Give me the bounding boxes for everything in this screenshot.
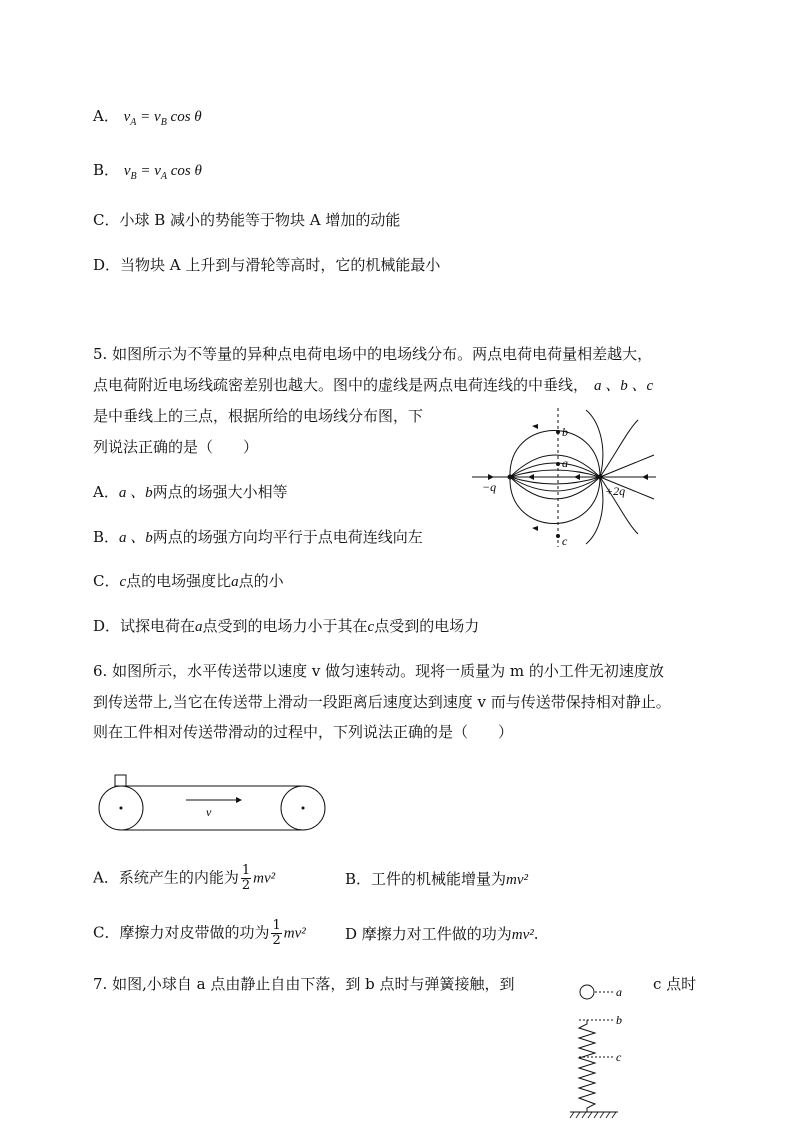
workpiece-block (115, 775, 126, 786)
q5-option-b: B．a 、b两点的场强方向均平行于点电荷连线向左 (93, 528, 423, 546)
label-b: b (616, 1013, 622, 1027)
q6-stem-line2: 到传送带上,当它在传送带上滑动一段距离后速度达到速度 v 而与传送带保持相对静止。 (93, 693, 671, 711)
negative-charge-dot (508, 475, 513, 480)
q5-stem-line3: 是中垂线上的三点，根据所给的电场线分布图，下 (93, 407, 424, 425)
fraction-half: $\frac{1}{2}$ (272, 918, 281, 948)
label-negative-charge: −q (482, 480, 497, 494)
label-c: c (616, 1050, 622, 1064)
q5-stem-line2: 点电荷附近电场线疏密差别也越大。图中的虚线是两点电荷连线的中垂线， a 、b 、c (93, 376, 654, 394)
option-label: A． (93, 107, 119, 125)
ball (580, 985, 594, 999)
q7-stem-line1-end: c 点时 (653, 975, 697, 993)
option-label: B． (93, 161, 120, 179)
q6-stem-line3: 则在工件相对传送带滑动的过程中，下列说法正确的是（ ） (93, 723, 514, 741)
label-a: a (616, 985, 622, 999)
q4-option-a (93, 106, 202, 133)
spring-ball-diagram (566, 980, 636, 1122)
q5-option-c: C．c点的电场强度比a点的小 (93, 572, 284, 590)
label-a: a (562, 456, 568, 470)
conveyor-belt-diagram (98, 772, 328, 834)
q6-option-d: D 摩擦力对工件做的功为mv². (345, 925, 539, 943)
label-b: b (562, 425, 568, 439)
q7-stem-line1: 7. 如图,小球自 a 点由静止自由下落，到 b 点时与弹簧接触，到 (93, 975, 515, 993)
q6-stem-line1: 6. 如图所示，水平传送带以速度 v 做匀速转动。现将一质量为 m 的小工件无初速度放 (93, 662, 664, 680)
q5-option-a: A．a 、b两点的场强大小相等 (93, 483, 288, 501)
point-b-dot (556, 430, 560, 434)
label-positive-charge: +2q (605, 484, 626, 498)
point-a-dot (556, 462, 560, 466)
q4-option-b (93, 160, 202, 187)
q4-option-c: C．小球 B 减小的势能等于物块 A 增加的动能 (93, 211, 401, 229)
positive-charge-dot (598, 475, 603, 480)
spring (579, 1020, 595, 1112)
option-formula: $v_A = v_B$ cos θ (123, 109, 202, 128)
q5-option-d: D．试探电荷在a点受到的电场力小于其在c点受到的电场力 (93, 617, 480, 635)
electric-field-diagram (468, 405, 668, 550)
q5-stem-line4: 列说法正确的是（ ） (93, 438, 259, 456)
point-c-dot (556, 534, 560, 538)
q5-stem-line1: 5. 如图所示为不等量的异种点电荷电场中的电场线分布。两点电荷电荷量相差越大， (93, 345, 653, 363)
q6-option-b: B．工件的机械能增量为mv² (345, 870, 529, 888)
q6-option-a: A．系统产生的内能为 $\frac{1}{2}$ mv² (93, 863, 276, 893)
q6-option-c: C．摩擦力对皮带做的功为 $\frac{1}{2}$ mv² (93, 918, 306, 948)
q4-option-d: D．当物块 A 上升到与滑轮等高时，它的机械能最小 (93, 256, 441, 274)
label-c: c (562, 534, 568, 548)
velocity-label: v (206, 805, 212, 819)
fraction-half: $\frac{1}{2}$ (241, 863, 251, 893)
option-formula: $v_B = v_A$ cos θ (123, 163, 202, 182)
